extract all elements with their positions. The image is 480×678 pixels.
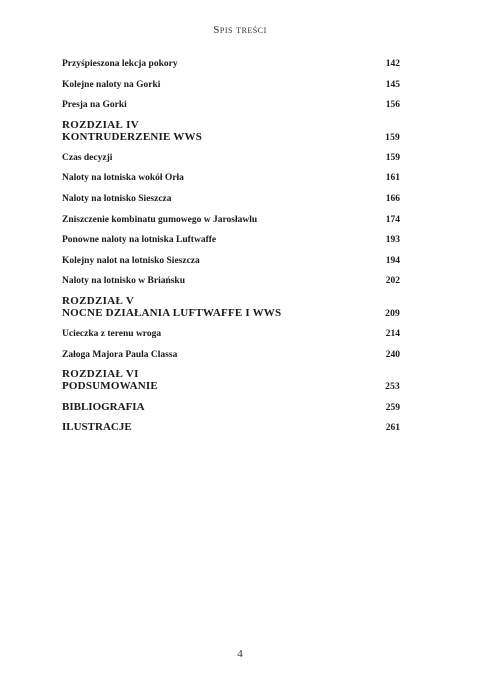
toc-entry[interactable] (62, 193, 400, 205)
chapter-heading-6[interactable] (62, 369, 400, 394)
page-number: 4 (237, 648, 243, 660)
bibliography-title: BIBLIOGRAFIA (62, 401, 145, 414)
toc-entry-page: 159 (385, 152, 400, 163)
toc-entry[interactable] (62, 79, 400, 91)
toc-entry-page: 142 (385, 59, 400, 69)
toc-entry-page: 202 (385, 276, 400, 287)
toc-entry[interactable] (62, 99, 400, 111)
toc-entry-page: 156 (385, 100, 400, 111)
toc-entry-title: Ponowne naloty na lotniska Luftwaffe (62, 235, 217, 246)
toc-entry-page: 214 (385, 328, 400, 339)
toc-entry-page: 240 (385, 349, 400, 360)
toc-entry-page: 145 (385, 79, 400, 90)
toc-entry-page: 174 (385, 214, 400, 225)
toc-entry[interactable] (62, 328, 400, 340)
toc-entry-title: Kolejny nalot na lotnisko Sieszcza (62, 255, 200, 266)
chapter-title: KONTRUDERZENIE WWS (62, 130, 203, 143)
running-head: Spis treści (213, 24, 267, 36)
chapter-heading-4[interactable] (62, 120, 400, 145)
toc-entry-page: 166 (385, 193, 400, 204)
chapter-page: 253 (385, 382, 400, 393)
chapter-number: ROZDZIAŁ V (62, 294, 135, 307)
toc-entry-title: Naloty na lotniska wokół Orła (62, 173, 184, 184)
toc-entry-page: 161 (385, 173, 400, 184)
chapter-number: ROZDZIAŁ VI (62, 368, 139, 381)
toc-entry-title: Zniszczenie kombinatu gumowego w Jarosławlu (62, 214, 258, 225)
toc-entry[interactable] (62, 275, 400, 287)
toc-entry[interactable] (62, 255, 400, 267)
illustrations-title: ILUSTRACJE (62, 421, 132, 434)
toc-entry-page: 193 (385, 235, 400, 246)
toc-entry[interactable] (62, 172, 400, 184)
toc-illustrations[interactable] (62, 421, 400, 435)
toc-entry-title: Przyśpieszona lekcja pokory (62, 59, 178, 69)
table-of-contents (62, 58, 400, 441)
toc-entry-page: 194 (385, 255, 400, 266)
toc-entry[interactable] (62, 234, 400, 246)
toc-entry[interactable] (62, 214, 400, 226)
toc-entry-title: Kolejne naloty na Gorki (62, 79, 161, 90)
chapter-number: ROZDZIAŁ IV (62, 118, 139, 131)
chapter-title: PODSUMOWANIE (62, 380, 158, 393)
toc-entry-title: Presja na Gorki (62, 100, 127, 111)
toc-entry[interactable] (62, 58, 400, 70)
chapter-title: NOCNE DZIAŁANIA LUFTWAFFE I WWS (62, 306, 282, 319)
toc-entry-title: Czas decyzji (62, 152, 113, 163)
toc-entry[interactable] (62, 152, 400, 164)
toc-entry-title: Ucieczka z terenu wroga (62, 328, 162, 339)
bibliography-page: 259 (385, 403, 400, 414)
chapter-heading-5[interactable] (62, 296, 400, 321)
chapter-page: 209 (385, 308, 400, 319)
toc-entry-title: Załoga Majora Paula Classa (62, 349, 178, 360)
toc-bibliography[interactable] (62, 401, 400, 415)
toc-entry-title: Naloty na lotnisko w Briańsku (62, 276, 186, 287)
illustrations-page: 261 (385, 423, 400, 434)
toc-entry-title: Naloty na lotnisko Sieszcza (62, 193, 172, 204)
toc-entry[interactable] (62, 349, 400, 361)
chapter-page: 159 (385, 132, 400, 143)
